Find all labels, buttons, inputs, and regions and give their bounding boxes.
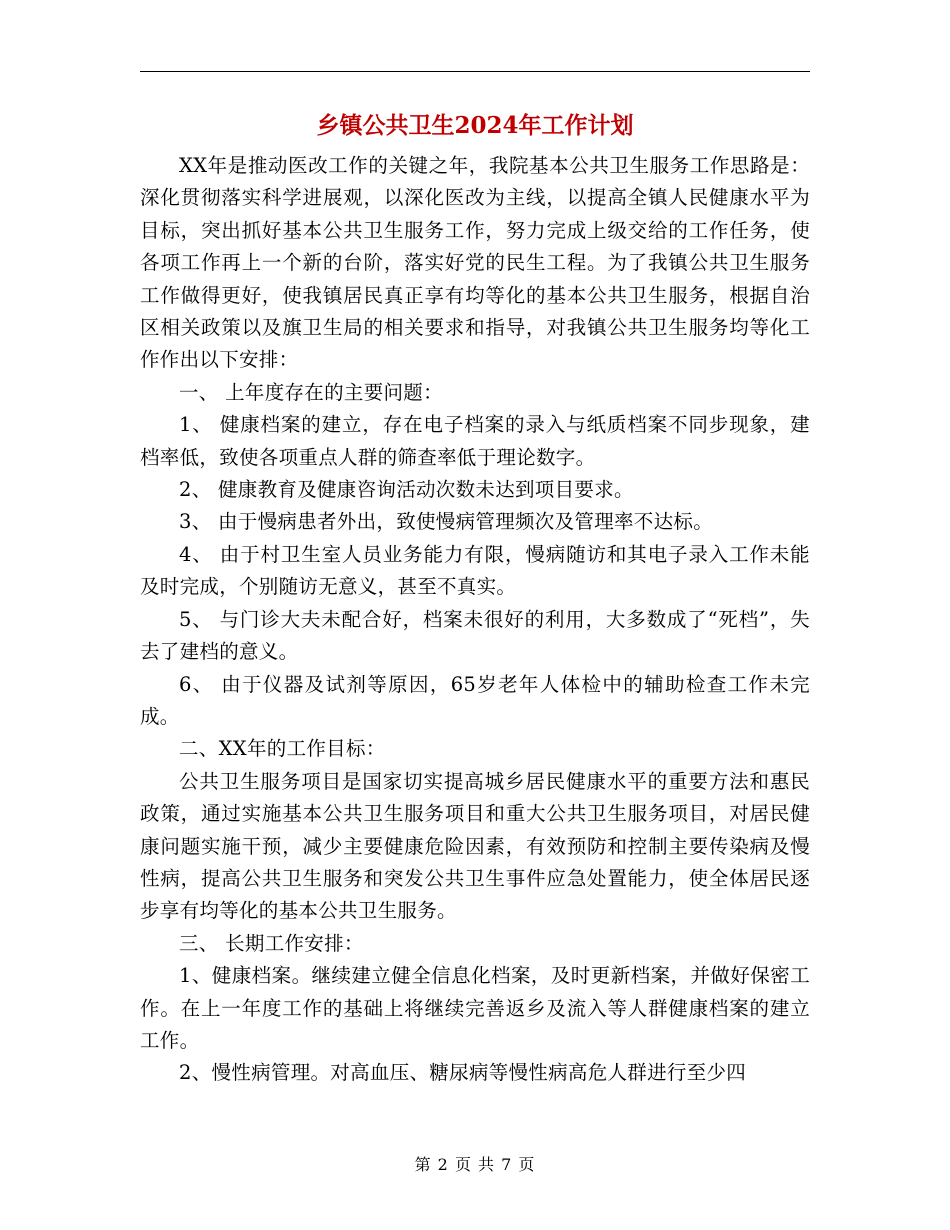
problem-item-5: 5、 与门诊大夫未配合好，档案未很好的利用，大多数成了“死档”，失去了建档的意义。 [140,607,810,664]
header-rule [140,71,810,72]
problem-item-2: 2、 健康教育及健康咨询活动次数未达到项目要求。 [179,478,634,502]
goals-paragraph: 公共卫生服务项目是国家切实提高城乡居民健康水平的重要方法和惠民政策，通过实施基本公共卫生服务项目和重大公共卫生服务项目，对居民健康问题实施干预，减少主要健康危险因素，有效预防和控制主要传染病及慢性病，提高公共卫生服务和突发公共卫生事件应急处置能力，使全体居民逐步享有均等化的基本公共卫生服务。 [140,769,810,923]
document-body [140,150,810,1090]
section-heading-3: 三、 长期工作安排： [179,931,364,955]
problem-item-3: 3、 由于慢病患者外出，致使慢病管理频次及管理率不达标。 [179,510,714,534]
problem-item-1: 1、 健康档案的建立，存在电子档案的录入与纸质档案不同步现象，建档率低，致使各项重点人群的筛查率低于理论数字。 [140,413,810,469]
problem-item-6: 6、 由于仪器及试剂等原因，65岁老年人体检中的辅助检查工作未完成。 [140,672,810,728]
section-heading-1: 一、 上年度存在的主要问题： [179,380,443,404]
plan-item-1: 1、健康档案。继续建立健全信息化档案，及时更新档案，并做好保密工作。在上一年度工作的基础上将继续完善返乡及流入等人群健康档案的建立工作。 [140,964,810,1052]
page-number: 第 2 页 共 7 页 [414,1155,536,1174]
section-heading-2: 二、XX年的工作目标： [179,737,386,761]
intro-paragraph: XX年是推动医改工作的关键之年，我院基本公共卫生服务工作思路是：深化贯彻落实科学进展观，以深化医改为主线，以提高全镇人民健康水平为目标，突出抓好基本公共卫生服务工作，努力完成上级交给的工作任务，使各项工作再上一个新的台阶，落实好党的民生工程。为了我镇公共卫生服务工作做得更好，使我镇居民真正享有均等化的基本公共卫生服务，根据自治区相关政策以及旗卫生局的相关要求和指导，对我镇公共卫生服务均等化工作作出以下安排： [140,154,810,372]
document-title: 乡镇公共卫生2024年工作计划 [316,112,634,139]
problem-item-4: 4、 由于村卫生室人员业务能力有限，慢病随访和其电子录入工作未能及时完成，个别随访无意义，甚至不真实。 [140,542,810,599]
plan-item-2: 2、慢性病管理。对高血压、糖尿病等慢性病高危人群进行至少四 [179,1061,747,1085]
